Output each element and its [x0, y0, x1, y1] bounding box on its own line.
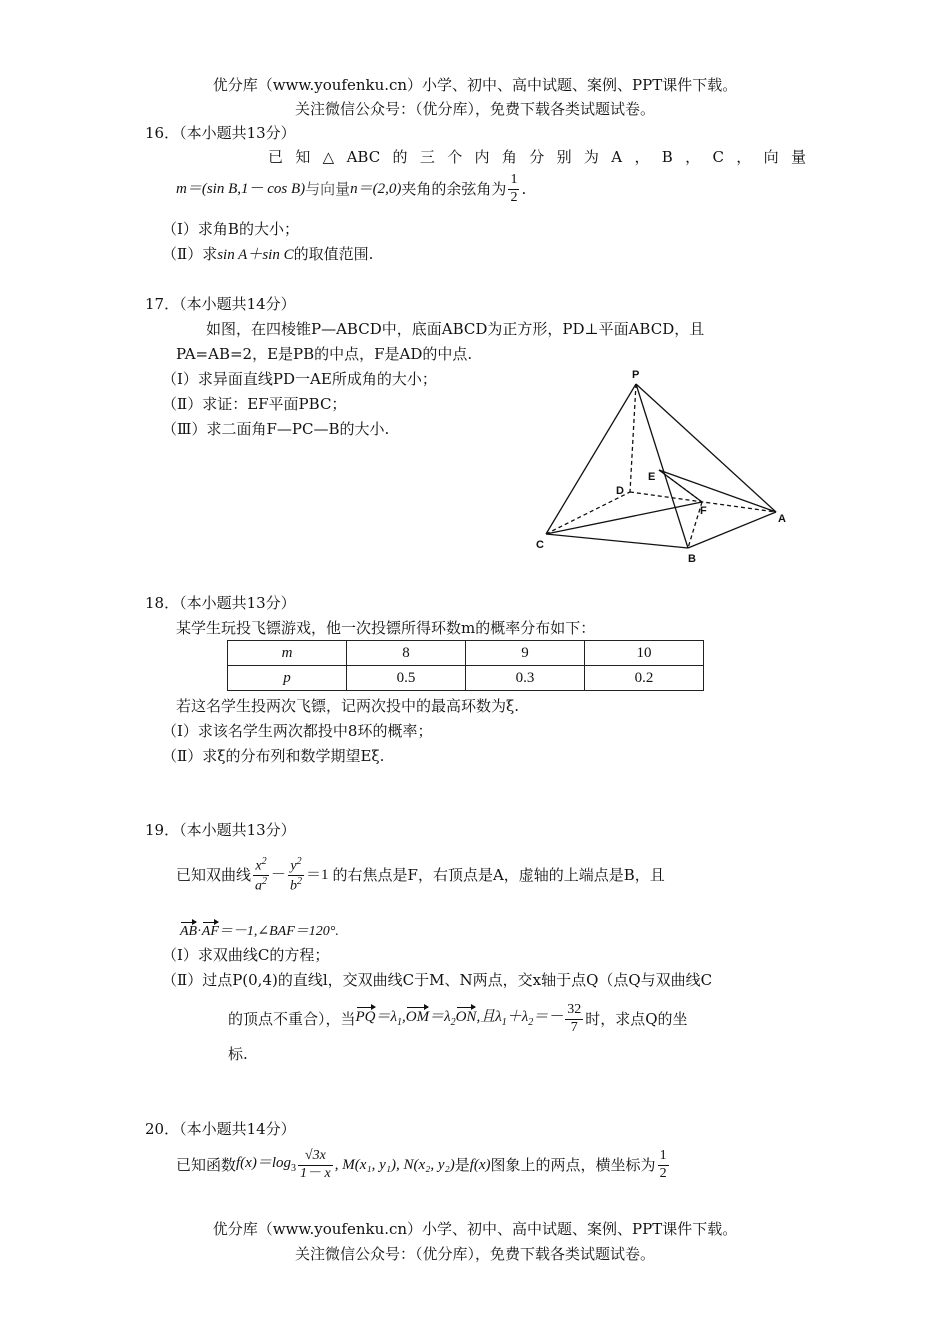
q16-part2: （Ⅱ）求sin A＋sin C的取值范围. — [162, 245, 374, 263]
q18-part2: （Ⅱ）求ξ的分布列和数学期望Eξ. — [162, 747, 385, 765]
q18-after: 若这名学生投两次飞镖，记两次投中的最高环数为ξ. — [176, 697, 520, 715]
edge-pd — [630, 384, 636, 492]
q19-part2-line1: （Ⅱ）过点P(0,4)的直线l，交双曲线C于M、N两点，交x轴于点Q（点Q与双曲线C — [162, 971, 713, 989]
q19-part2-line3: 标. — [228, 1045, 248, 1063]
q20-fraction: $\frac{√3x}{1- x}$ — [300, 1148, 331, 1181]
vector-on: ON — [455, 1009, 477, 1026]
q19-title: 19．（本小题共13分） — [145, 821, 296, 839]
q18-stem: 某学生玩投飞镖游戏，他一次投镖所得环数m的概率分布如下： — [176, 619, 596, 637]
q17-part2: （Ⅱ）求证：EF平面PBC； — [162, 395, 347, 413]
table-cell: p — [228, 666, 347, 691]
q19-part2-line2: 的顶点不重合），当$PQ=\lambda_1,OM=\lambda_2ON$,且$\lambda_1+\lambda_2=-$ $\frac{32}{7}$ 时，求点Q的坐 — [228, 1002, 688, 1035]
edge-pa — [636, 384, 776, 512]
label-c: C — [536, 539, 544, 551]
table-row — [228, 666, 704, 691]
table-cell: 0.3 — [466, 666, 585, 691]
q19-condition: AB·AF＝－1,∠BAF＝120°. — [180, 924, 339, 939]
table-cell: 10 — [585, 641, 704, 666]
q19-frac-y: $\frac{y^2}{b^2}$ — [290, 856, 303, 895]
probability-table — [227, 640, 704, 691]
footer-line-1: 优分库（www.youfenku.cn）小学、初中、高中试题、案例、PPT课件下载。 — [212, 1220, 738, 1238]
label-d: D — [616, 485, 624, 497]
vector-ab: AB — [180, 924, 198, 939]
q17-stem-line1: 如图，在四棱锥P—ABCD中，底面ABCD为正方形，PD⊥平面ABCD，且 — [206, 320, 705, 338]
label-b: B — [688, 553, 696, 565]
q16-mid: 与向量 — [305, 179, 351, 198]
vector-af: AF — [201, 924, 219, 939]
table-cell: m — [228, 641, 347, 666]
q17-part3: （Ⅲ）求二面角F—PC—B的大小. — [162, 420, 390, 438]
label-a: A — [778, 513, 786, 525]
q20-half: $\frac{1}{2}$ — [659, 1148, 667, 1181]
q16-stem-line1: 已知△ABC的三个内角分别为A，B，C，向量 — [268, 148, 806, 166]
label-p: P — [632, 369, 640, 381]
segment-ea — [659, 470, 776, 512]
q16-part1: （Ⅰ）求角B的大小； — [162, 220, 299, 238]
edge-ba — [688, 512, 776, 548]
q17-stem-line2: PA=AB=2，E是PB的中点，F是AD的中点. — [176, 345, 473, 363]
q19-fraction: $\frac{32}{7}$ — [567, 1002, 582, 1035]
footer-line-2: 关注微信公众号：（优分库），免费下载各类试题试卷。 — [294, 1245, 655, 1263]
q16-vec-n: n＝(2,0) — [350, 180, 402, 197]
q18-part1: （Ⅰ）求该名学生两次都投中8环的概率； — [162, 722, 433, 740]
q19-stem: 已知双曲线 $\frac{x^2}{a^2}$ － $\frac{y^2}{b^2}$ ＝1 的右焦点是F，右顶点是A，虚轴的上端点是B，且 — [176, 856, 665, 895]
edge-cb — [546, 534, 688, 548]
q19-frac-x: $\frac{x^2}{a^2}$ — [255, 856, 268, 895]
table-cell: 0.2 — [585, 666, 704, 691]
header-line-1: 优分库（www.youfenku.cn）小学、初中、高中试题、案例、PPT课件下载。 — [212, 76, 738, 94]
label-e: E — [648, 471, 656, 483]
q16-stem-b: 夹角的余弦角为 — [401, 179, 507, 198]
q17-part1: （Ⅰ）求异面直线PD一AE所成角的大小； — [162, 370, 437, 388]
q16-fraction: $\frac{1}{2}$ — [510, 172, 518, 205]
label-f: F — [700, 505, 707, 517]
q19-part1: （Ⅰ）求双曲线C的方程； — [162, 946, 330, 964]
q16-vec-m: m＝(sin B,1－ cos B) — [176, 180, 306, 197]
vector-om: OM — [405, 1009, 430, 1026]
q16-title: 16．（本小题共13分） — [145, 124, 296, 142]
pyramid-figure — [520, 362, 800, 570]
vector-pq: PQ — [355, 1009, 376, 1026]
table-row — [228, 641, 704, 666]
q20-stem: 已知函数$f(x)=\log_3$ $\frac{√3x}{1- x}$ , M(x₁, y₁), N(x₂, y₂)是f(x)图象上的两点，横坐标为 $\frac{1}{2}$ — [176, 1148, 667, 1181]
table-cell: 0.5 — [347, 666, 466, 691]
q16-part2-math: sin A＋sin C — [217, 247, 294, 263]
table-cell: 8 — [347, 641, 466, 666]
q16-stem-line2: m＝(sin B,1－ cos B)与向量n＝(2,0)夹角的余弦角为 $\frac{1}{2}$ . — [176, 172, 527, 205]
header-line-2: 关注微信公众号：（优分库），免费下载各类试题试卷。 — [294, 100, 655, 118]
table-cell: 9 — [466, 641, 585, 666]
q17-title: 17．（本小题共14分） — [145, 295, 296, 313]
q18-title: 18．（本小题共13分） — [145, 594, 296, 612]
q20-title: 20．（本小题共14分） — [145, 1120, 296, 1138]
